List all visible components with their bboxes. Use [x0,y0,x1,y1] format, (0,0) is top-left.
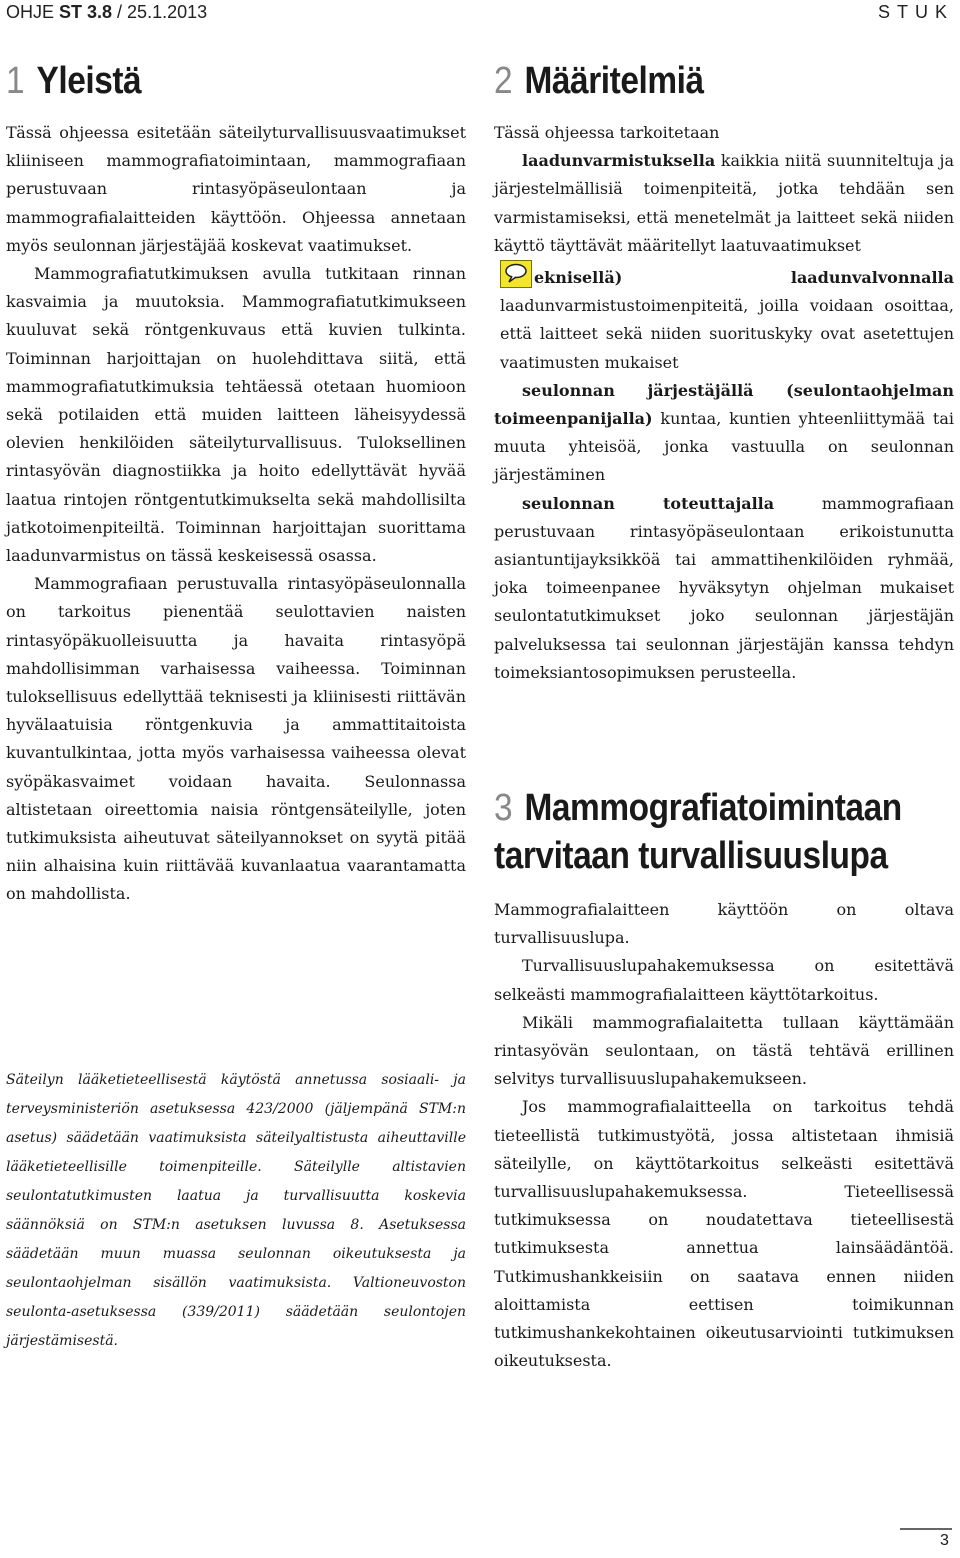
definition-2 [494,260,954,377]
section3-title: Mammografiatoimintaan tarvitaan turvallisuuslupa [494,787,902,877]
legal-note: Säteilyn lääketieteellisestä käytöstä annetussa sosiaali- ja terveysministeriön asetuksessa 423/2000 (jäljempänä STM:n asetus) säädetään vaatimuksista säteilyaltistusta aiheuttaville lääketieteellisille toimenpiteille. Säteilylle altistavien seulontatutkimusten laatua ja turvallisuutta koskevia säännöksiä on STM:n asetuksen luvussa 8. Asetuksessa säädetään muun muassa seulonnan oikeutuksesta ja seulontaohjelman sisällön vaatimuksista. Valtioneuvoston seulonta-asetuksessa (339/2011) säädetään seulontojen järjestämisestä. [6,1072,466,1349]
running-header [6,2,207,23]
section3-paragraph-3: Mikäli mammografialaitetta tullaan käyttämään rintasyövän seulontaan, on tästä tehtävä erillinen selvitys turvallisuuslupahakemukseen. [494,1012,954,1089]
definition-1 [494,147,954,260]
section1-paragraph-2: Mammografiatutkimuksen avulla tutkitaan rinnan kasvaimia ja muutoksia. Mammografiatutkimukseen kuuluvat sekä röntgenkuvaus että kuvien tulkinta. Toiminnan harjoittajan on huolehdittava siitä, että mammografiatutkimuksia tehtäessä otetaan huomioon sekä potilaiden että muiden laitteen läheisyydessä olevien henkilöiden säteilyturvallisuus. Tuloksellinen rintasyövän diagnostiikka ja hoito edellyttävät hyvää laatua rintojen röntgentutkimukselta sekä mahdollisilta jatkotoimenpiteiltä. Toiminnan harjoittajan suorittama laadunvarmistus on tässä keskeisessä osassa. [6,264,466,566]
section3-paragraph-4: Jos mammografialaitteella on tarkoitus tehdä tieteellistä tutkimustyötä, jossa altistetaan ihmisiä säteilylle, on käyttötarkoitus selkeästi esitettävä turvallisuuslupahakemuksessa. Tieteellisessä tutkimuksessa on noudatettava tieteellisestä tutkimuksesta annettua lainsäädäntöä. Tutkimushankkeisiin on saatava ennen niiden aloittamista eettisen toimikunnan tutkimushankekohtainen oikeutusarviointi tutkimuksen oikeutuksesta. [494,1097,954,1371]
doc-prefix: OHJE [6,2,60,22]
definition-4-text: mammografiaan perustuvaan rintasyöpäseulontaan erikoistunutta asiantuntijayksikköä tai ammattihenkilöiden ryhmää, joka toimeenpanee hyväksytyn ohjelman mukaiset seulontatutkimukset joko seulonnan järjestäjän palveluksessa tai seulonnan järjestäjän kanssa tehdyn toimeksiantosopimuksen perusteella. [494,493,954,682]
definition-2-text: laadunvarmistustoimenpiteitä, joilla voidaan osoittaa, että laitteet sekä niiden suorituskyky ovat asetettujen vaatimusten mukaiset [500,296,954,372]
section2-title: Määritelmiä [524,60,704,102]
definition-3 [494,377,954,490]
definition-1-term: laadunvarmistuksella [522,151,716,171]
definition-4-term: seulonnan toteuttajalla [522,493,775,513]
page-number-rule [900,1528,952,1530]
definition-3-term: seulonnan järjestäjällä (seulontaohjelman toimeenpanijalla) [494,380,954,429]
section1-paragraph-3: Mammografiaan perustuvalla rintasyöpäseulonnalla on tarkoitus pienentää seulottavien naisten rintasyöpäkuolleisuutta ja havaita rintasyöpä mahdollisimman varhaisessa vaiheessa. Toiminnan tuloksellisuus edellyttää teknisesti ja kliinisesti riittävän hyvälaatuisia röntgenkuvia ja ammattitaitoista kuvantulkintaa, jotta myös varhaisessa vaiheessa olevat syöpäkasvaimet voidaan havaita. Seulonnassa altistetaan oireettomia naisia röntgensäteilylle, joten tutkimuksista aiheutuvat säteilyannokset on syytä pitää niin alhaisina kuin riittävää kuvanlaatua vaarantamatta on mahdollista. [6,574,466,904]
definition-4 [494,490,954,687]
org-name: STUK [877,2,954,22]
page-number: 3 [940,1532,949,1549]
definition-2-term: eknisellä) laadunvalvonnalla [534,268,954,288]
section1-paragraph-1: Tässä ohjeessa esitetään säteilyturvallisuusvaatimukset kliiniseen mammografiatoimintaan, mammografiaan perustuvaan rintasyöpäseulontaan ja mammografialaitteiden käyttöön. Ohjeessa annetaan myös seulonnan järjestäjää koskevat vaatimukset. [6,123,466,255]
section3-paragraph-2: Turvallisuuslupahakemuksessa on esitettävä selkeästi mammografialaitteen käyttötarkoitus. [494,956,954,1004]
section3-paragraph-1: Mammografialaitteen käyttöön on oltava turvallisuuslupa. [494,900,954,948]
section2-number: 2 [494,60,513,102]
section2-intro: Tässä ohjeessa tarkoitetaan [494,123,720,142]
section2-heading [494,57,704,105]
speech-bubble-icon[interactable] [500,260,532,288]
section3-number: 3 [494,787,513,829]
doc-date: / 25.1.2013 [112,2,208,22]
section3-heading [494,784,956,880]
section1-title: Yleistä [36,60,142,102]
section1-number: 1 [6,60,25,102]
section1-heading [6,57,141,105]
doc-id: ST 3.8 [59,2,113,22]
definition-1-text: kaikkia niitä suunniteltuja ja järjestelmällisiä toimenpiteitä, jotka tehdään sen varmistamiseksi, että menetelmät ja laitteet sekä niiden käyttö täyttävät määritellyt laatuvaatimukset [494,151,954,255]
definition-3-text: kuntaa, kuntien yhteenliittymää tai muuta yhteisöä, jonka vastuulla on seulonnan järjestäminen [494,409,954,485]
